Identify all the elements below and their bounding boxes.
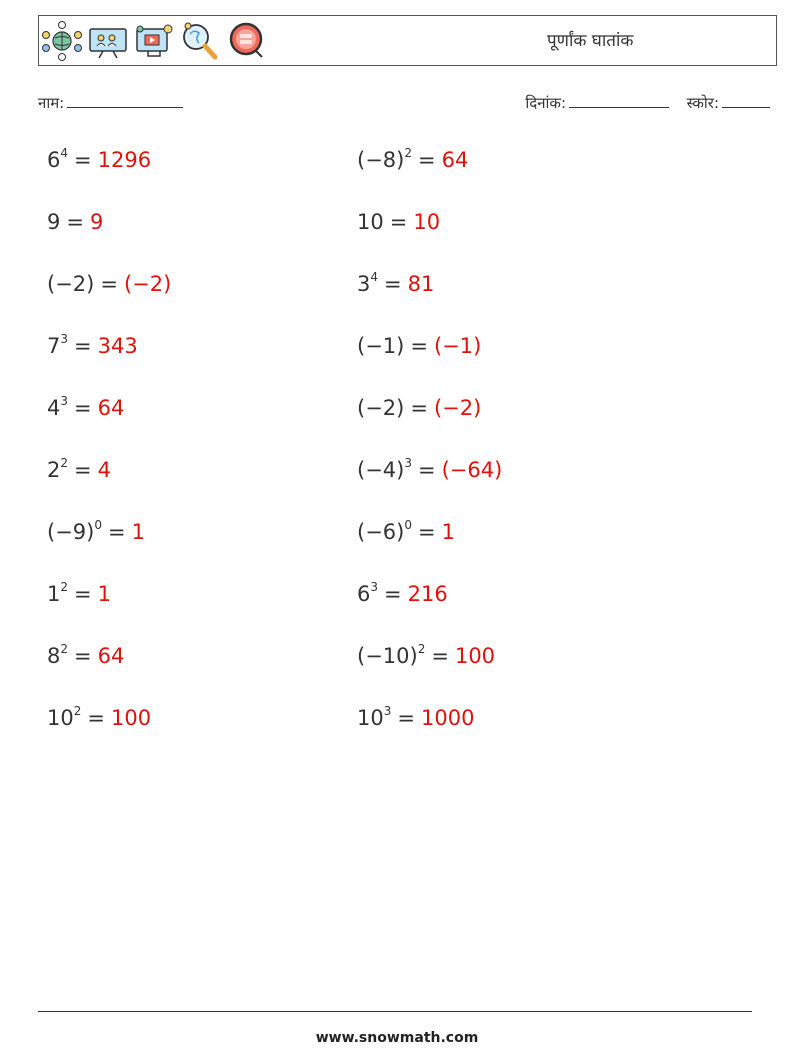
problem-item <box>357 520 455 544</box>
score-label: स्कोर: <box>686 94 719 112</box>
equals-sign: = <box>384 272 402 296</box>
problem-base: 2 <box>47 458 61 482</box>
problem-answer: (−2) <box>123 272 172 296</box>
problem-answer: 1296 <box>97 148 152 172</box>
problem-base: 10 <box>47 706 74 730</box>
problem-answer: (−1) <box>433 334 482 358</box>
equals-sign: = <box>397 706 415 730</box>
problem-item <box>357 210 440 234</box>
problem-base: 10 <box>357 210 384 234</box>
problem-exponent: 3 <box>404 456 412 470</box>
problem-item <box>47 396 124 420</box>
problem-base: 6 <box>357 582 371 606</box>
score-blank[interactable] <box>722 106 770 108</box>
abc-badge-icon <box>226 21 266 61</box>
problem-exponent: 2 <box>73 704 82 718</box>
network-icon <box>42 21 82 61</box>
problem-item <box>47 148 151 172</box>
problem-exponent: 2 <box>60 456 69 470</box>
equals-sign: = <box>431 644 449 668</box>
equals-sign: = <box>74 458 92 482</box>
problem-answer: 1 <box>131 520 145 544</box>
problem-base: (−1) <box>357 334 405 358</box>
footer-divider <box>38 1011 752 1012</box>
worksheet-title: पूर्णांक घातांक <box>547 31 634 51</box>
problem-item <box>47 706 151 730</box>
problem-exponent: 3 <box>60 394 69 408</box>
equals-sign: = <box>87 706 105 730</box>
problem-item <box>357 396 481 420</box>
problem-item <box>357 148 468 172</box>
equals-sign: = <box>410 334 428 358</box>
problem-answer: (−64) <box>441 458 503 482</box>
problem-answer: 216 <box>407 582 448 606</box>
problem-exponent: 0 <box>94 518 102 532</box>
date-blank[interactable] <box>569 106 669 108</box>
date-label: दिनांक: <box>525 94 566 112</box>
name-label: नाम: <box>38 94 65 112</box>
problem-exponent: 3 <box>383 704 392 718</box>
problem-base: (−4) <box>357 458 405 482</box>
problem-exponent: 2 <box>417 642 426 656</box>
problem-exponent: 2 <box>60 580 69 594</box>
problem-answer: 64 <box>97 644 125 668</box>
problem-base: (−6) <box>357 520 405 544</box>
problem-exponent: 3 <box>370 580 379 594</box>
name-blank[interactable] <box>67 106 183 108</box>
problem-base: 8 <box>47 644 61 668</box>
equals-sign: = <box>417 520 436 544</box>
problem-base: 4 <box>47 396 61 420</box>
problem-item <box>47 210 103 234</box>
equals-sign: = <box>384 582 402 606</box>
problem-item <box>357 272 434 296</box>
problem-answer: 9 <box>89 210 104 234</box>
problem-base: 3 <box>357 272 371 296</box>
footer-url: www.snowmath.com <box>315 1030 479 1046</box>
problem-base: (−10) <box>357 644 418 668</box>
magnifier-icon <box>180 21 220 61</box>
problem-base: (−2) <box>47 272 95 296</box>
equals-sign: = <box>74 396 92 420</box>
equals-sign: = <box>107 520 126 544</box>
name-field[interactable] <box>38 93 183 113</box>
problem-base: 9 <box>47 210 61 234</box>
video-monitor-icon <box>134 21 174 61</box>
problem-answer: 64 <box>97 396 125 420</box>
problem-item <box>357 644 495 668</box>
problem-base: (−9) <box>47 520 95 544</box>
equals-sign: = <box>66 210 84 234</box>
problem-answer: 1 <box>441 520 455 544</box>
equals-sign: = <box>417 458 436 482</box>
problem-base: 6 <box>47 148 61 172</box>
equals-sign: = <box>74 334 92 358</box>
problem-item <box>357 582 448 606</box>
problem-exponent: 2 <box>404 146 412 160</box>
problem-answer: (−2) <box>433 396 482 420</box>
equals-sign: = <box>410 396 428 420</box>
problem-item <box>357 334 481 358</box>
equals-sign: = <box>74 148 92 172</box>
equals-sign: = <box>417 148 436 172</box>
worksheet-header <box>38 15 777 66</box>
problem-item <box>357 458 502 482</box>
problem-answer: 81 <box>407 272 435 296</box>
problem-item <box>47 582 111 606</box>
problem-exponent: 3 <box>60 332 69 346</box>
header-icons <box>42 21 266 61</box>
problem-base: 10 <box>357 706 384 730</box>
equals-sign: = <box>389 210 408 234</box>
problem-answer: 100 <box>110 706 152 730</box>
problem-base: 7 <box>47 334 61 358</box>
problem-answer: 10 <box>413 210 441 234</box>
problem-answer: 1 <box>97 582 111 606</box>
problem-base: 1 <box>47 582 61 606</box>
problem-item <box>47 458 111 482</box>
problem-item <box>47 520 145 544</box>
problem-answer: 343 <box>97 334 138 358</box>
problem-item <box>47 644 124 668</box>
problem-answer: 100 <box>454 644 496 668</box>
problem-item <box>47 272 171 296</box>
date-score-fields <box>525 93 770 113</box>
problem-exponent: 4 <box>60 146 69 160</box>
equals-sign: = <box>74 644 92 668</box>
equals-sign: = <box>100 272 118 296</box>
equals-sign: = <box>74 582 92 606</box>
problem-answer: 1000 <box>420 706 475 730</box>
problem-exponent: 4 <box>370 270 379 284</box>
problem-answer: 4 <box>97 458 111 482</box>
problem-answer: 64 <box>441 148 469 172</box>
problem-item <box>357 706 474 730</box>
problem-base: (−8) <box>357 148 405 172</box>
problem-base: (−2) <box>357 396 405 420</box>
presentation-icon <box>88 21 128 61</box>
problem-item <box>47 334 138 358</box>
problem-exponent: 2 <box>60 642 69 656</box>
problem-exponent: 0 <box>404 518 412 532</box>
